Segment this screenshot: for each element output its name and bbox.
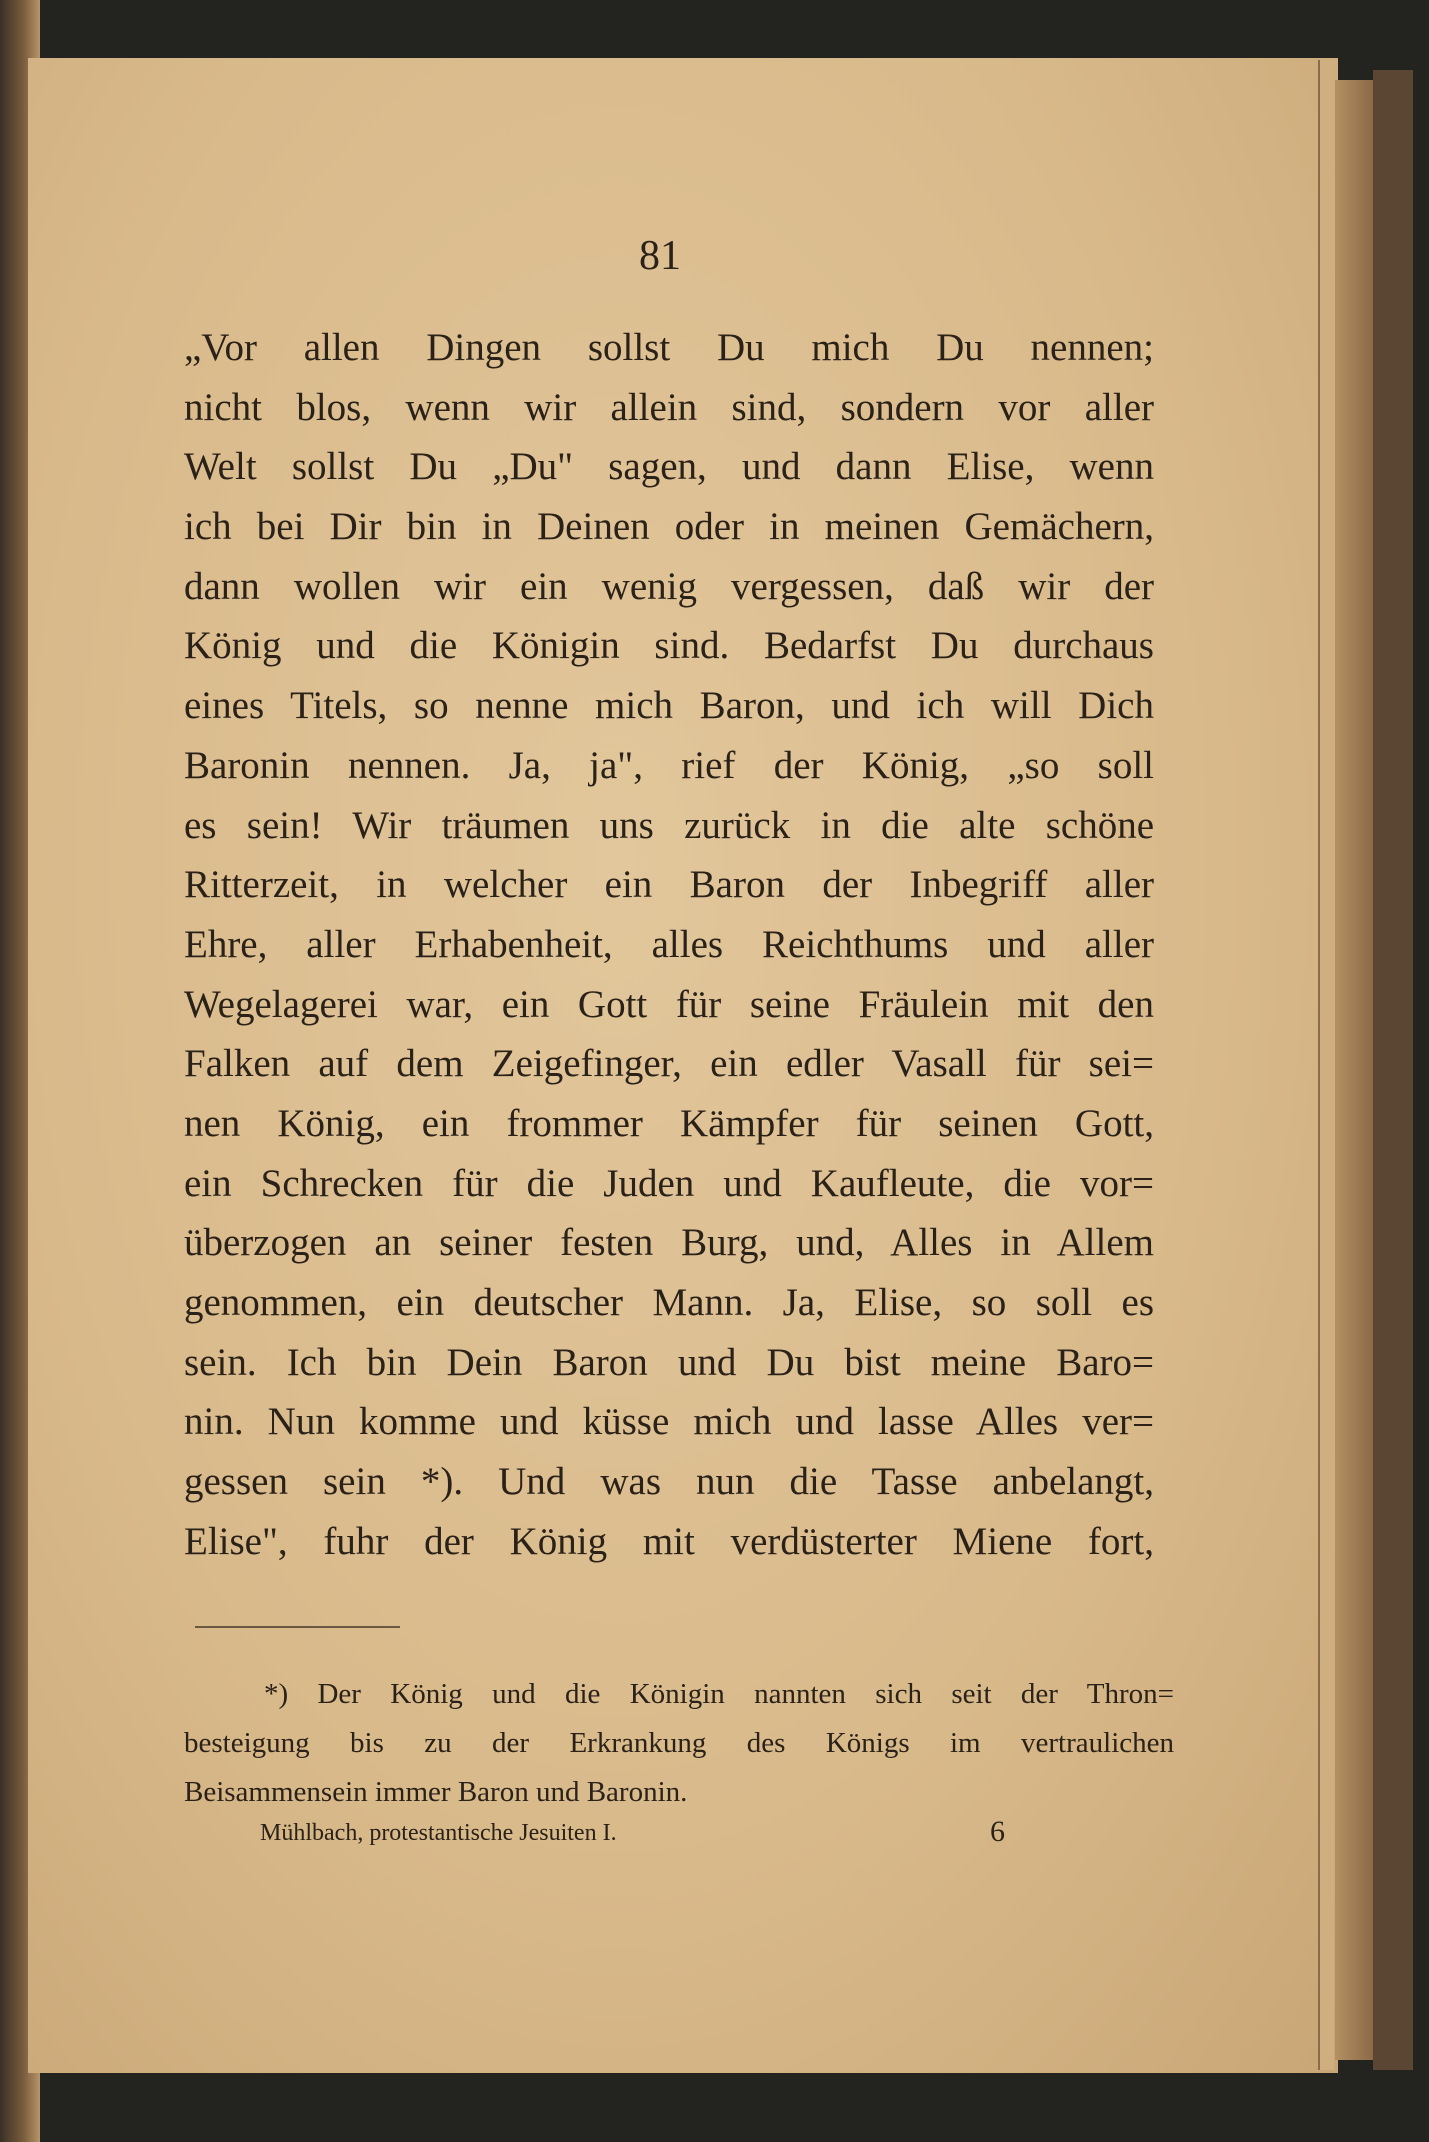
footnote <box>184 1670 1174 1817</box>
sheet-number: 6 <box>990 1815 1005 1848</box>
text-line: Baronin nennen. Ja, ja", rief der König, „so soll <box>184 743 1154 787</box>
footnote-line: *) Der König und die Königin nannten sich seit der Thron= <box>264 1678 1174 1710</box>
text-line: ein Schrecken für die Juden und Kaufleute, die vor= <box>184 1161 1154 1205</box>
text-line: Ritterzeit, in welcher ein Baron der Inbegriff aller <box>184 863 1154 907</box>
text-line: Welt sollst Du „Du" sagen, und dann Elise, wenn <box>184 445 1154 489</box>
footnote-rule <box>195 1626 400 1628</box>
text-line: gessen sein *). Und was nun die Tasse anbelangt, <box>184 1460 1154 1504</box>
text-line: eines Titels, so nenne mich Baron, und ich will Dich <box>184 684 1154 728</box>
page-stack-edge <box>1335 80 1373 2060</box>
page-edge <box>1318 60 1334 2070</box>
text-line: ich bei Dir bin in Deinen oder in meinen Gemächern, <box>184 505 1154 549</box>
text-line: überzogen an seiner festen Burg, und, Alles in Allem <box>184 1221 1154 1265</box>
text-line: Elise", fuhr der König mit verdüsterter Miene fort, <box>184 1519 1154 1563</box>
body-text <box>184 318 1154 1571</box>
text-line: „Vor allen Dingen sollst Du mich Du nennen; <box>184 326 1154 369</box>
text-line: nin. Nun komme und küsse mich und lasse Alles ver= <box>184 1400 1154 1444</box>
printer-signature: Mühlbach, protestantische Jesuiten I. <box>260 1820 617 1846</box>
page-number: 81 <box>639 233 681 279</box>
text-line: Ehre, aller Erhabenheit, alles Reichthums und aller <box>184 922 1154 966</box>
text-line: König und die Königin sind. Bedarfst Du durchaus <box>184 624 1154 668</box>
text-line: Wegelagerei war, ein Gott für seine Fräulein mit den <box>184 982 1154 1026</box>
footnote-line: besteigung bis zu der Erkrankung des Königs im vertraulichen <box>184 1727 1174 1759</box>
text-line: genommen, ein deutscher Mann. Ja, Elise, so soll es <box>184 1281 1154 1324</box>
text-line: dann wollen wir ein wenig vergessen, daß wir der <box>184 564 1154 608</box>
text-line: es sein! Wir träumen uns zurück in die alte schöne <box>184 803 1154 847</box>
text-line: Falken auf dem Zeigefinger, ein edler Vasall für sei= <box>184 1042 1154 1086</box>
text-line: sein. Ich bin Dein Baron und Du bist meine Baro= <box>184 1340 1154 1384</box>
text-line: nen König, ein frommer Kämpfer für seinen Gott, <box>184 1101 1154 1145</box>
book-cover-edge <box>1373 70 1413 2070</box>
footnote-line: Beisammensein immer Baron und Baronin. <box>184 1776 688 1808</box>
text-line: nicht blos, wenn wir allein sind, sondern vor aller <box>184 385 1154 429</box>
